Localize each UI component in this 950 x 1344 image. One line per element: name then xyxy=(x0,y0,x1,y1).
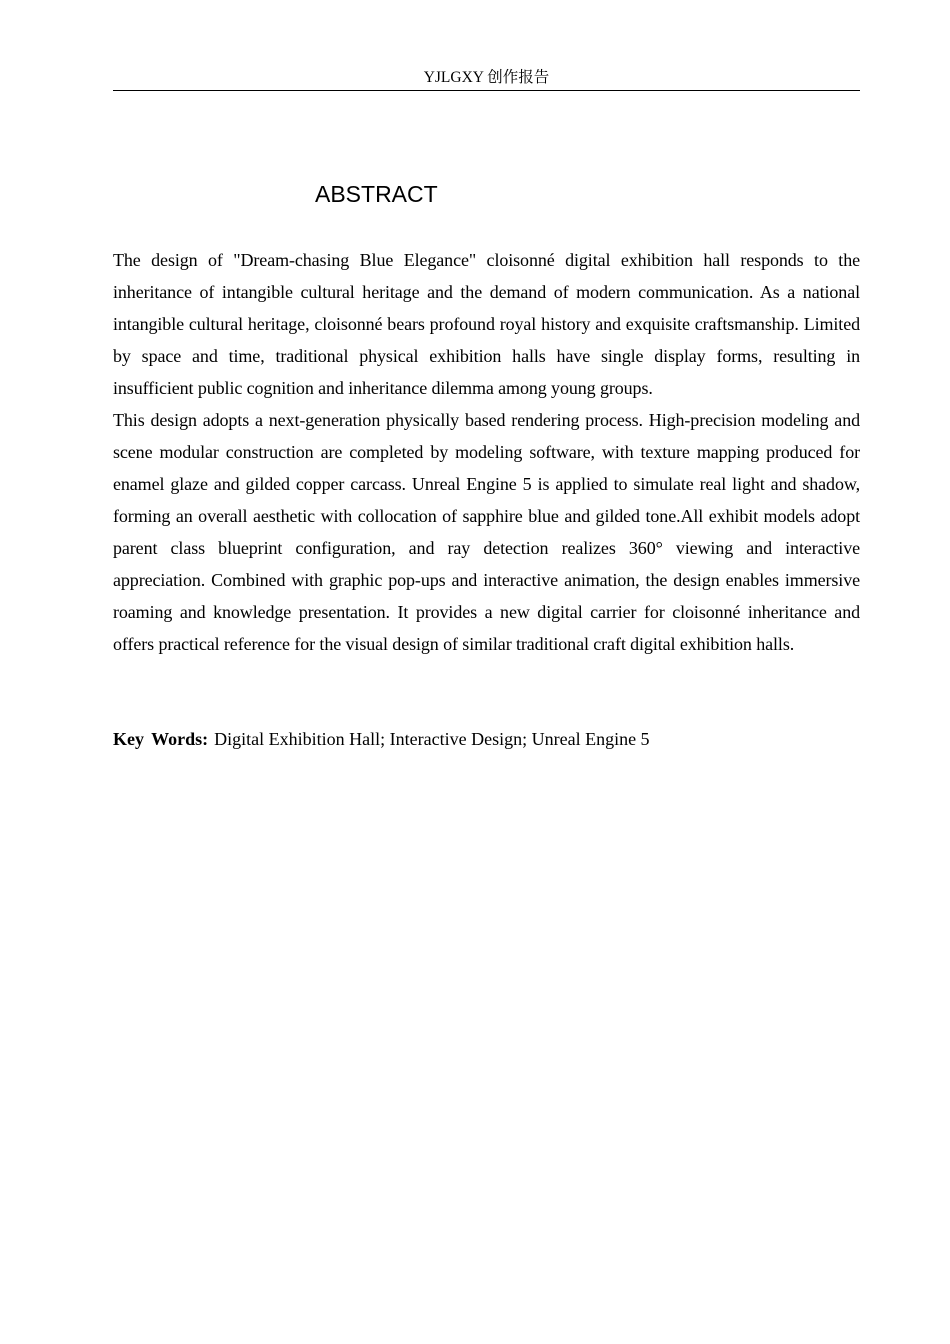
abstract-paragraph-1: The design of "Dream-chasing Blue Elegance" cloisonné digital exhibition hall responds to the inheritance of intangible cultural heritage and the demand of modern communication. As a national intangible cultural heritage, cloisonné bears profound royal history and exquisite craftsmanship. Limited by space and time, traditional physical exhibition halls have single display forms, resulting in insufficient public cognition and inheritance dilemma among young groups. xyxy=(113,250,860,398)
keywords-value: Digital Exhibition Hall; Interactive Design; Unreal Engine 5 xyxy=(214,729,650,749)
keywords-label: Key Words: xyxy=(113,729,209,749)
abstract-body xyxy=(113,244,860,660)
running-header: YJLGXY 创作报告 xyxy=(113,66,860,91)
abstract-paragraph-2: This design adopts a next-generation physically based rendering process. High-precision modeling and scene modular construction are completed by modeling software, with texture mapping produced for enamel glaze and gilded copper carcass. Unreal Engine 5 is applied to simulate real light and shadow, forming an overall aesthetic with collocation of sapphire blue and gilded tone.All exhibit models adopt parent class blueprint configuration, and ray detection realizes 360° viewing and interactive appreciation. Combined with graphic pop-ups and interactive animation, the design enables immersive roaming and knowledge presentation. It provides a new digital carrier for cloisonné inheritance and offers practical reference for the visual design of similar traditional craft digital exhibition halls. xyxy=(113,410,860,654)
keywords-line xyxy=(113,723,860,755)
abstract-title: ABSTRACT xyxy=(315,181,438,207)
